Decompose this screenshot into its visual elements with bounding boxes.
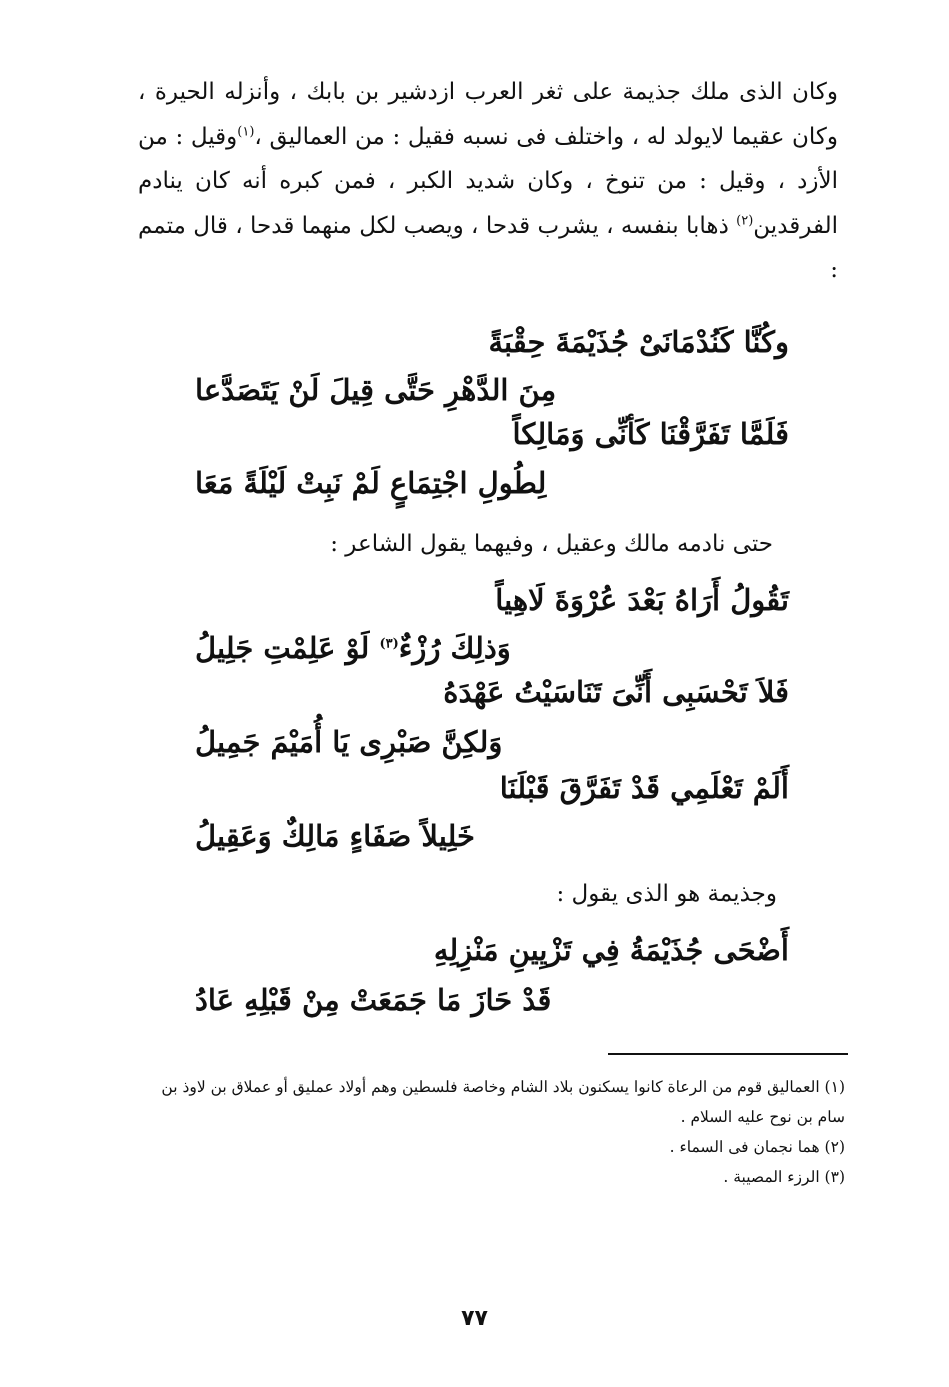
- poem2-line-1: تَقُولُ أَرَاهُ بَعْدَ عُرْوَةَ لَاهِياً: [495, 583, 789, 617]
- prose-part: ذهابا بنفسه ، يشرب قدحا ، ويصب لكل منهما قدحا ، قال متمم :: [138, 212, 838, 283]
- poem1-line-1: وكُنَّا كَنُدْمَانَىْ جُذَيْمَةَ حِقْبَةً: [488, 325, 789, 359]
- poem2-intro: حتى نادمه مالك وعقيل ، وفيهما يقول الشاعر :: [330, 531, 773, 557]
- poem2-line-6: خَلِيلاً صَفَاءٍ مَالِكٌ وَعَقِيلُ: [195, 819, 475, 853]
- poem2-line-4: وَلكِنَّ صَبْرِى يَا أُمَيْمَ جَمِيلُ: [195, 725, 503, 759]
- poem2-line-3: فَلاَ تَحْسَبِى أَنِّىَ تَنَاسَيْتُ عَهْدَهُ: [443, 675, 789, 709]
- poem1-line-2: مِنَ الدَّهْرِ حَتَّى قِيلَ لَنْ يَتَصَدَّعا: [195, 373, 557, 407]
- footnote-separator: [608, 1053, 848, 1055]
- footnote-ref-2: (٢): [736, 212, 754, 228]
- poem3-intro: وجذيمة هو الذى يقول :: [556, 881, 777, 907]
- poem2-line-2-part: لَوْ عَلِمْتِ جَلِيلُ: [195, 631, 380, 665]
- prose-part: وقيل : من الأزد ، وقيل : من تنوخ ، وكان شديد الكبر ، فمن كبره أنه كان ينادم الفرقدين: [138, 123, 838, 239]
- prose-part: وكان الذى ملك جذيمة على ثغر العرب ازدشير بن بابك ، وأنزله الحيرة ، وكان عقيما لايولد له ، واختلف فى نسبه فقيل : من العماليق ،: [138, 79, 838, 150]
- prose-paragraph: [138, 70, 838, 293]
- footnotes: [145, 1072, 845, 1192]
- footnote-1: (١) العماليق قوم من الرعاة كانوا يسكنون بلاد الشام وخاصة فلسطين وهم أولاد عمليق أو عملاق بن لاوذ بن سام بن نوح عليه السلام .: [161, 1078, 845, 1126]
- poem1-line-3: فَلَمَّا تَفَرَّقْنَا كَأنِّى وَمَالِكاً: [512, 417, 789, 451]
- poem3-line-1: أَضْحَى جُذَيْمَةُ فِي تَزْيِينِ مَنْزِلِهِ: [433, 933, 789, 967]
- page-number: ٧٧: [461, 1306, 488, 1331]
- poem2-line-5: أَلَمْ تَعْلَمِي قَدْ تَفَرَّقَ قَبْلَنَا: [499, 771, 789, 805]
- footnote-ref-3: (٣): [379, 636, 399, 652]
- poem2-line-2: [195, 628, 511, 668]
- poem1-line-4: لِطُولِ اجْتِمَاعٍ لَمْ نَبِتْ لَيْلَةً مَعَا: [195, 466, 547, 500]
- footnote-3: (٣) الرزء المصيبة .: [723, 1168, 845, 1186]
- footnote-ref-1: (١): [237, 123, 255, 139]
- prose-text: [138, 70, 838, 293]
- poem2-line-2-part: وَذلِكَ رُزْءٌ: [398, 631, 511, 665]
- footnote-2: (٢) هما نجمان فى السماء .: [669, 1138, 845, 1156]
- poem3-line-2: قَدْ حَازَ مَا جَمَعَتْ مِنْ قَبْلِهِ عَادُ: [195, 983, 552, 1017]
